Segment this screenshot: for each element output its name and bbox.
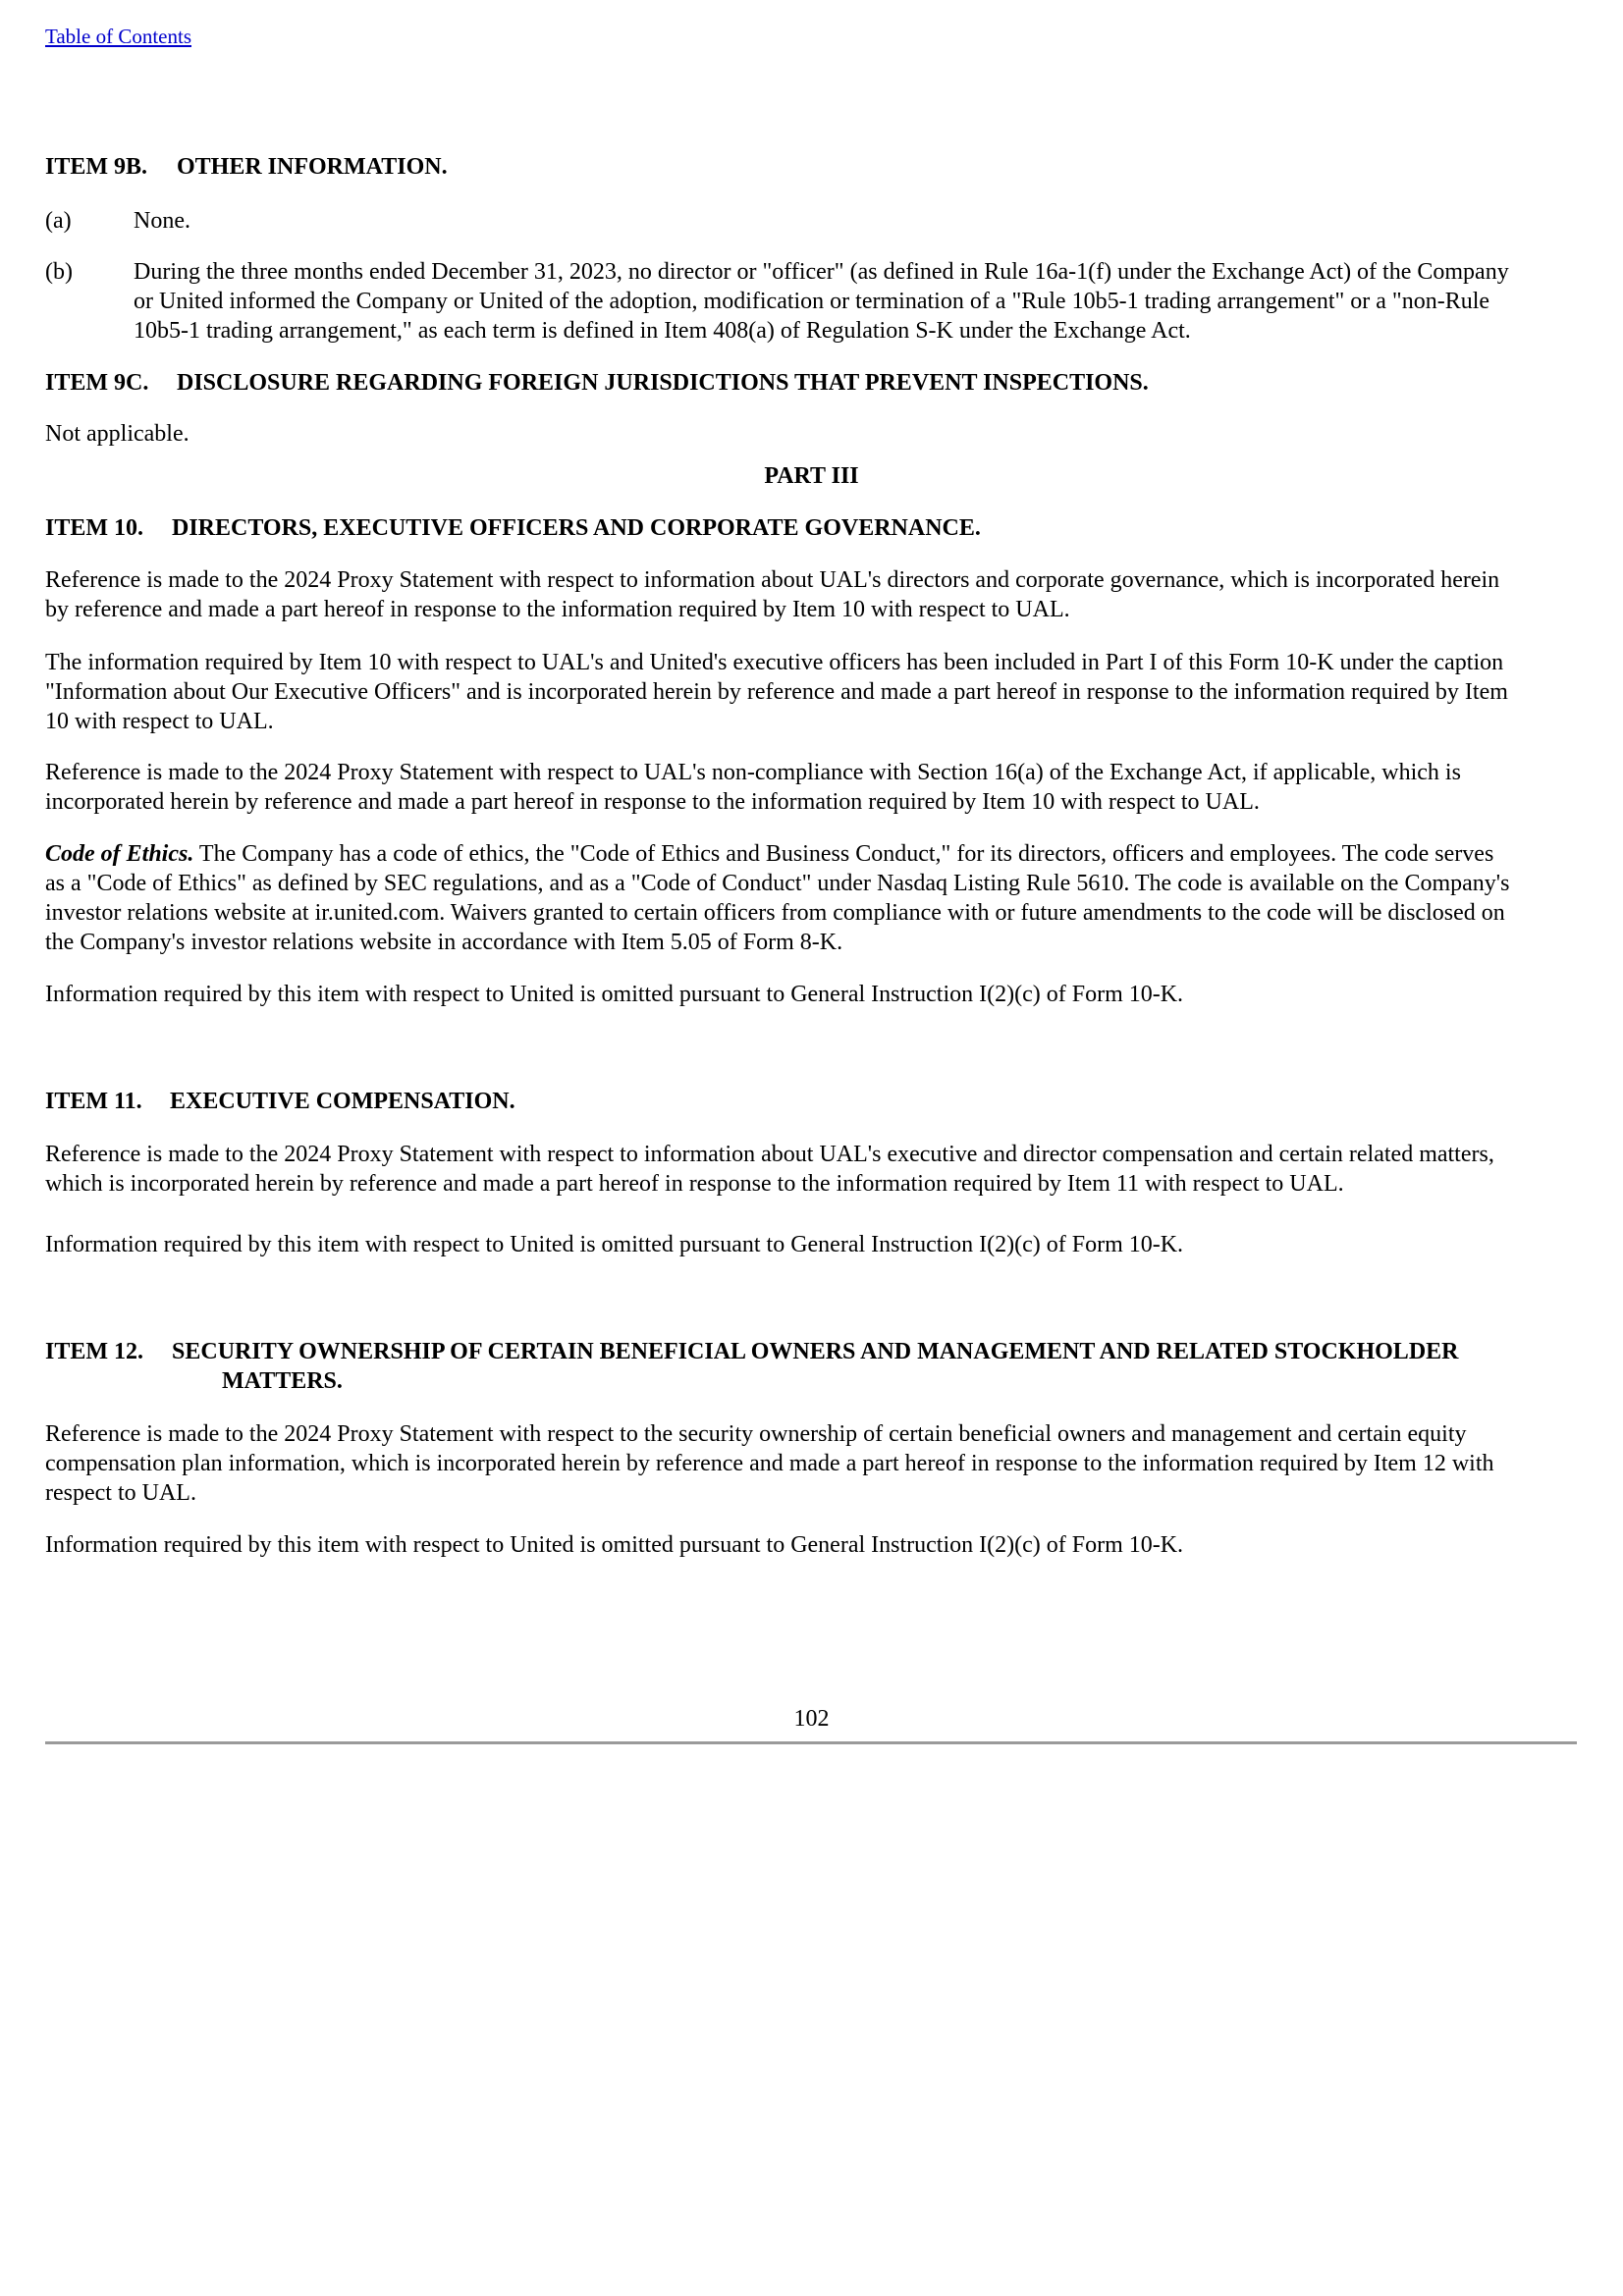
item-10-paragraph-officers bbox=[45, 648, 1577, 736]
text-line: which is incorporated herein by reference and made a part hereof in response to the information required by Item 11 with respect to UAL. bbox=[45, 1171, 1344, 1197]
item-11-title: EXECUTIVE COMPENSATION. bbox=[170, 1089, 515, 1114]
text-line: as a "Code of Ethics" as defined by SEC regulations, and as a "Code of Conduct" under Nasdaq Listing Rule 5610. The code is available on the Company's bbox=[45, 871, 1510, 896]
item-9b-b-line: 10b5-1 trading arrangement," as each term is defined in Item 408(a) of Regulation S-K under the Exchange Act. bbox=[134, 318, 1191, 344]
item-10-code-of-ethics bbox=[45, 839, 1577, 957]
code-of-ethics-lead: Code of Ethics. bbox=[45, 841, 194, 867]
text-line: 10 with respect to UAL. bbox=[45, 709, 274, 734]
text-line: "Information about Our Executive Officers" and is incorporated herein by reference and made a part hereof in response to the information required by Item bbox=[45, 679, 1508, 705]
part-heading: PART III bbox=[764, 463, 859, 489]
text-line: the Company's investor relations website in accordance with Item 5.05 of Form 8-K. bbox=[45, 930, 843, 955]
text-line: Reference is made to the 2024 Proxy Statement with respect to UAL's non-compliance with Section 16(a) of the Exchange Act, if applicable, which is bbox=[45, 760, 1461, 785]
item-11-omitted-note: Information required by this item with respect to United is omitted pursuant to General Instruction I(2)(c) of Form 10-K. bbox=[45, 1232, 1184, 1257]
item-9b-title: OTHER INFORMATION. bbox=[177, 154, 448, 180]
text-line: compensation plan information, which is incorporated herein by reference and made a part hereof in response to the information required by Item 12 with bbox=[45, 1451, 1494, 1476]
text-line bbox=[45, 839, 1577, 869]
item-10-title: DIRECTORS, EXECUTIVE OFFICERS AND CORPORATE GOVERNANCE. bbox=[172, 515, 981, 541]
item-10-number: ITEM 10. bbox=[45, 515, 144, 541]
text-line: Reference is made to the 2024 Proxy Statement with respect to the security ownership of certain beneficial owners and management and certain equity bbox=[45, 1421, 1467, 1447]
item-9b-b-line: During the three months ended December 31, 2023, no director or "officer" (as defined in Rule 16a-1(f) under the Exchange Act) of the Company bbox=[134, 259, 1509, 285]
code-of-ethics-text: The Company has a code of ethics, the "Code of Ethics and Business Conduct," for its directors, officers and employees. The code serves bbox=[193, 841, 1494, 867]
text-line: Reference is made to the 2024 Proxy Statement with respect to information about UAL's executive and director compensation and certain related matters, bbox=[45, 1142, 1494, 1167]
item-9c-number: ITEM 9C. bbox=[45, 370, 149, 396]
item-12-paragraph-proxy bbox=[45, 1419, 1577, 1508]
item-10-omitted-note: Information required by this item with respect to United is omitted pursuant to General Instruction I(2)(c) of Form 10-K. bbox=[45, 982, 1184, 1007]
item-11-paragraph-proxy bbox=[45, 1140, 1577, 1199]
item-9b-b-label: (b) bbox=[45, 259, 73, 285]
item-10-paragraph-proxy bbox=[45, 565, 1577, 624]
item-12-omitted-note: Information required by this item with respect to United is omitted pursuant to General Instruction I(2)(c) of Form 10-K. bbox=[45, 1532, 1184, 1558]
text-line: by reference and made a part hereof in response to the information required by Item 10 with respect to UAL. bbox=[45, 597, 1070, 622]
text-line: Reference is made to the 2024 Proxy Statement with respect to information about UAL's directors and corporate governance, which is incorporated herein bbox=[45, 567, 1500, 593]
table-of-contents-link[interactable]: Table of Contents bbox=[45, 25, 191, 48]
item-10-paragraph-section16 bbox=[45, 758, 1577, 817]
item-12-number: ITEM 12. bbox=[45, 1339, 144, 1364]
item-12-title-continued: MATTERS. bbox=[222, 1368, 343, 1394]
item-9b-number: ITEM 9B. bbox=[45, 154, 148, 180]
text-line: The information required by Item 10 with respect to UAL's and United's executive officers has been included in Part I of this Form 10-K under the caption bbox=[45, 650, 1504, 675]
item-9b-b-line: or United informed the Company or United of the adoption, modification or termination of a "Rule 10b5-1 trading arrangement" or a "non-Rule bbox=[134, 289, 1490, 314]
text-line: incorporated herein by reference and made a part hereof in response to the information required by Item 10 with respect to UAL. bbox=[45, 789, 1260, 815]
item-9c-text: Not applicable. bbox=[45, 421, 189, 447]
text-line: investor relations website at ir.united.com. Waivers granted to certain officers from compliance with or future amendments to the code will be disclosed on bbox=[45, 900, 1505, 926]
page-divider bbox=[45, 1741, 1577, 1744]
item-12-title: SECURITY OWNERSHIP OF CERTAIN BENEFICIAL OWNERS AND MANAGEMENT AND RELATED STOCKHOLDER bbox=[172, 1339, 1459, 1364]
page-number: 102 bbox=[793, 1706, 830, 1732]
text-line: respect to UAL. bbox=[45, 1480, 196, 1506]
item-9c-title: DISCLOSURE REGARDING FOREIGN JURISDICTIONS THAT PREVENT INSPECTIONS. bbox=[177, 370, 1149, 396]
item-9b-a-text: None. bbox=[134, 208, 190, 234]
item-11-number: ITEM 11. bbox=[45, 1089, 142, 1114]
item-9b-a-label: (a) bbox=[45, 208, 72, 234]
